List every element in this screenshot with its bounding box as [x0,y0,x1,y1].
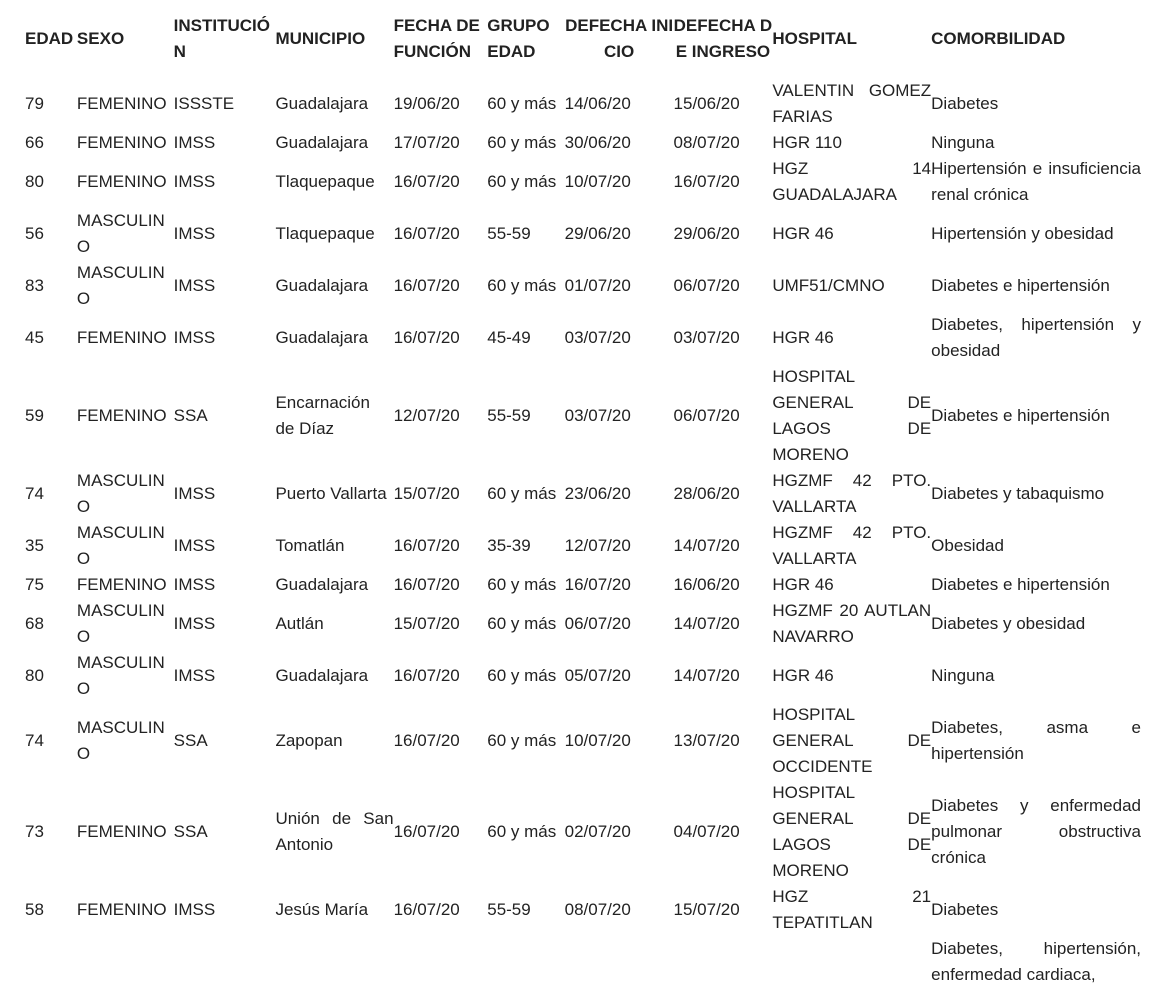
cell-edad: 73 [25,822,44,841]
cell-fecha-inicio: 16/07/20 [564,575,631,594]
deaths-table-container [25,0,1141,988]
table-body [25,78,1141,988]
deaths-table [25,0,1141,988]
cell-edad: 35 [25,536,44,555]
cell-institucion: SSA [173,731,208,750]
cell-fecha-inicio: 23/06/20 [564,484,631,503]
cell-comorbilidad: Diabetes y obesidad [931,614,1086,633]
cell-sexo: MASCULINO [76,211,165,256]
table-row [25,936,1141,988]
cell-sexo: MASCULINO [76,263,165,308]
cell-fecha-inicio: 03/07/20 [564,328,631,347]
cell-fecha-ingreso: 04/07/20 [673,822,740,841]
cell-hospital: HOSPITAL GENERAL DE LAGOS DE MORENO [772,367,932,464]
header-grupo-edad: GRUPO EDAD [487,16,550,61]
cell-fecha-defuncion: 16/07/20 [393,575,460,594]
cell-grupo-edad: 60 y más [487,666,557,685]
cell-fecha-defuncion: 16/07/20 [393,328,460,347]
cell-comorbilidad: Ninguna [931,666,995,685]
cell-municipio: Guadalajara [275,328,369,347]
cell-fecha-defuncion: 15/07/20 [393,484,460,503]
header-fecha-defuncion: FECHA DEFUNCIÓN [393,16,480,61]
table-row [25,780,1141,884]
cell-grupo-edad [487,936,564,988]
cell-fecha-inicio [565,936,674,988]
table-row [25,312,1141,364]
table-row [25,884,1141,936]
cell-comorbilidad: Diabetes [931,94,999,113]
cell-edad: 74 [25,731,44,750]
cell-fecha-ingreso [674,936,773,988]
cell-comorbilidad: Hipertensión y obesidad [931,224,1114,243]
cell-comorbilidad: Ninguna [931,133,995,152]
cell-fecha-inicio: 29/06/20 [564,224,631,243]
cell-municipio: Guadalajara [275,666,369,685]
cell-fecha-defuncion: 16/07/20 [393,900,460,919]
cell-fecha-ingreso: 06/07/20 [673,406,740,425]
cell-hospital [772,936,931,988]
cell-fecha-defuncion: 12/07/20 [393,406,460,425]
cell-institucion: SSA [173,822,208,841]
cell-institucion: IMSS [173,575,216,594]
cell-comorbilidad: Diabetes y tabaquismo [931,484,1105,503]
cell-fecha-defuncion [394,936,488,988]
cell-edad: 58 [25,900,44,919]
cell-edad: 68 [25,614,44,633]
cell-hospital: HGZMF 42 PTO. VALLARTA [772,523,932,568]
cell-municipio: Unión de San Antonio [275,809,394,854]
header-edad: EDAD [25,29,74,48]
cell-fecha-inicio: 02/07/20 [564,822,631,841]
cell-grupo-edad: 60 y más [487,172,557,191]
table-row [25,702,1141,780]
cell-hospital: HGZMF 20 AUTLAN NAVARRO [772,601,932,646]
cell-edad [25,936,77,988]
header-comorbilidad: COMORBILIDAD [931,29,1066,48]
cell-institucion [174,936,276,988]
cell-sexo: MASCULINO [76,653,165,698]
cell-edad: 74 [25,484,44,503]
cell-sexo: FEMENINO [76,900,167,919]
cell-institucion: IMSS [173,224,216,243]
cell-hospital: HGZ 14 GUADALAJARA [772,159,932,204]
cell-hospital: HGZMF 42 PTO. VALLARTA [772,471,932,516]
cell-hospital: HGR 46 [772,575,834,594]
cell-edad: 80 [25,666,44,685]
table-row [25,78,1141,130]
cell-sexo: FEMENINO [76,133,167,152]
cell-fecha-ingreso: 06/07/20 [673,276,740,295]
cell-comorbilidad: Obesidad [931,536,1004,555]
header-fecha-inicio: DEFECHA INICIO [565,16,674,61]
cell-hospital: HGZ 21 TEPATITLAN [772,887,932,932]
cell-municipio: Guadalajara [275,133,369,152]
table-row [25,260,1141,312]
cell-fecha-ingreso: 15/07/20 [673,900,740,919]
cell-edad: 59 [25,406,44,425]
cell-institucion: SSA [173,406,208,425]
cell-fecha-inicio: 08/07/20 [564,900,631,919]
cell-grupo-edad: 60 y más [487,731,557,750]
cell-hospital: HGR 46 [772,224,834,243]
cell-edad: 66 [25,133,44,152]
cell-municipio: Tomatlán [275,536,345,555]
cell-sexo: FEMENINO [76,575,167,594]
cell-fecha-ingreso: 15/06/20 [673,94,740,113]
cell-fecha-inicio: 01/07/20 [564,276,631,295]
cell-sexo: FEMENINO [76,406,167,425]
cell-fecha-inicio: 10/07/20 [564,172,631,191]
cell-grupo-edad: 35-39 [487,536,531,555]
cell-institucion: IMSS [173,172,216,191]
cell-fecha-inicio: 05/07/20 [564,666,631,685]
cell-institucion: IMSS [173,536,216,555]
cell-edad: 45 [25,328,44,347]
cell-municipio: Encarnación de Díaz [275,393,370,438]
cell-fecha-inicio: 14/06/20 [564,94,631,113]
cell-institucion: ISSSTE [173,94,235,113]
cell-fecha-inicio: 03/07/20 [564,406,631,425]
cell-edad: 79 [25,94,44,113]
cell-grupo-edad: 45-49 [487,328,531,347]
cell-fecha-defuncion: 16/07/20 [393,276,460,295]
table-row [25,156,1141,208]
cell-fecha-defuncion: 16/07/20 [393,731,460,750]
cell-grupo-edad: 60 y más [487,94,557,113]
cell-sexo: MASCULINO [76,718,165,763]
table-row [25,208,1141,260]
cell-hospital: HGR 46 [772,328,834,347]
cell-municipio: Puerto Vallarta [275,484,387,503]
cell-fecha-inicio: 30/06/20 [564,133,631,152]
cell-fecha-inicio: 06/07/20 [564,614,631,633]
cell-hospital: HGR 110 [772,133,842,152]
cell-sexo: MASCULINO [76,523,165,568]
table-row [25,364,1141,468]
cell-comorbilidad: Diabetes [931,900,999,919]
cell-fecha-defuncion: 15/07/20 [393,614,460,633]
cell-municipio: Tlaquepaque [275,224,375,243]
cell-edad: 83 [25,276,44,295]
cell-institucion: IMSS [173,133,216,152]
cell-sexo: FEMENINO [76,822,167,841]
cell-municipio: Jesús María [275,900,369,919]
cell-municipio: Zapopan [275,731,343,750]
cell-hospital: HOSPITAL GENERAL DE LAGOS DE MORENO [772,783,932,880]
header-sexo: SEXO [76,29,125,48]
cell-fecha-defuncion: 16/07/20 [393,172,460,191]
cell-fecha-ingreso: 08/07/20 [673,133,740,152]
cell-sexo: MASCULINO [76,601,165,646]
cell-grupo-edad: 60 y más [487,614,557,633]
cell-fecha-ingreso: 14/07/20 [673,666,740,685]
cell-comorbilidad: Diabetes e hipertensión [931,575,1110,594]
cell-institucion: IMSS [173,666,216,685]
cell-fecha-ingreso: 16/07/20 [673,172,740,191]
cell-institucion: IMSS [173,614,216,633]
header-fecha-ingreso: DEFECHA DE INGRESO [673,16,773,61]
cell-fecha-ingreso: 28/06/20 [673,484,740,503]
cell-grupo-edad: 60 y más [487,484,557,503]
cell-fecha-defuncion: 16/07/20 [393,666,460,685]
cell-comorbilidad: Hipertensión e insuficiencia renal crónica [931,159,1141,204]
cell-fecha-ingreso: 14/07/20 [673,536,740,555]
table-row [25,598,1141,650]
cell-grupo-edad: 55-59 [487,900,531,919]
cell-grupo-edad: 60 y más [487,276,557,295]
cell-municipio [275,936,393,988]
cell-hospital: UMF51/CMNO [772,276,885,295]
cell-fecha-ingreso: 14/07/20 [673,614,740,633]
cell-fecha-defuncion: 17/07/20 [393,133,460,152]
cell-hospital: HGR 46 [772,666,834,685]
cell-sexo: MASCULINO [76,471,165,516]
cell-sexo [77,936,174,988]
cell-hospital: VALENTIN GOMEZ FARIAS [772,81,932,126]
cell-comorbilidad: Diabetes, hipertensión, enfermedad cardiaca, [931,939,1141,984]
table-row [25,650,1141,702]
cell-fecha-inicio: 12/07/20 [564,536,631,555]
cell-grupo-edad: 55-59 [487,224,531,243]
cell-fecha-inicio: 10/07/20 [564,731,631,750]
cell-edad: 80 [25,172,44,191]
cell-grupo-edad: 60 y más [487,133,557,152]
cell-comorbilidad: Diabetes, asma e hipertensión [931,718,1141,763]
table-row [25,520,1141,572]
cell-sexo: FEMENINO [76,94,167,113]
cell-grupo-edad: 55-59 [487,406,531,425]
cell-institucion: IMSS [173,276,216,295]
cell-edad: 75 [25,575,44,594]
header-institucion: INSTITUCIÓN [173,16,270,61]
cell-institucion: IMSS [173,328,216,347]
cell-fecha-defuncion: 16/07/20 [393,822,460,841]
cell-fecha-defuncion: 19/06/20 [393,94,460,113]
cell-fecha-ingreso: 03/07/20 [673,328,740,347]
cell-institucion: IMSS [173,484,216,503]
cell-fecha-ingreso: 29/06/20 [673,224,740,243]
cell-comorbilidad: Diabetes e hipertensión [931,276,1110,295]
cell-municipio: Guadalajara [275,575,369,594]
cell-municipio: Tlaquepaque [275,172,375,191]
cell-municipio: Guadalajara [275,276,369,295]
cell-edad: 56 [25,224,44,243]
header-municipio: MUNICIPIO [275,29,366,48]
cell-sexo: FEMENINO [76,172,167,191]
header-hospital: HOSPITAL [772,29,857,48]
cell-fecha-defuncion: 16/07/20 [393,224,460,243]
cell-fecha-defuncion: 16/07/20 [393,536,460,555]
cell-municipio: Guadalajara [275,94,369,113]
table-header-row [25,0,1141,78]
cell-institucion: IMSS [173,900,216,919]
cell-comorbilidad: Diabetes, hipertensión y obesidad [931,315,1141,360]
cell-comorbilidad: Diabetes e hipertensión [931,406,1110,425]
cell-grupo-edad: 60 y más [487,822,557,841]
cell-municipio: Autlán [275,614,324,633]
cell-sexo: FEMENINO [76,328,167,347]
cell-fecha-ingreso: 16/06/20 [673,575,740,594]
table-row [25,468,1141,520]
cell-fecha-ingreso: 13/07/20 [673,731,740,750]
table-row [25,130,1141,156]
cell-hospital: HOSPITAL GENERAL DE OCCIDENTE [772,705,932,776]
cell-grupo-edad: 60 y más [487,575,557,594]
cell-comorbilidad: Diabetes y enfermedad pulmonar obstructiva crónica [931,796,1141,867]
table-row [25,572,1141,598]
